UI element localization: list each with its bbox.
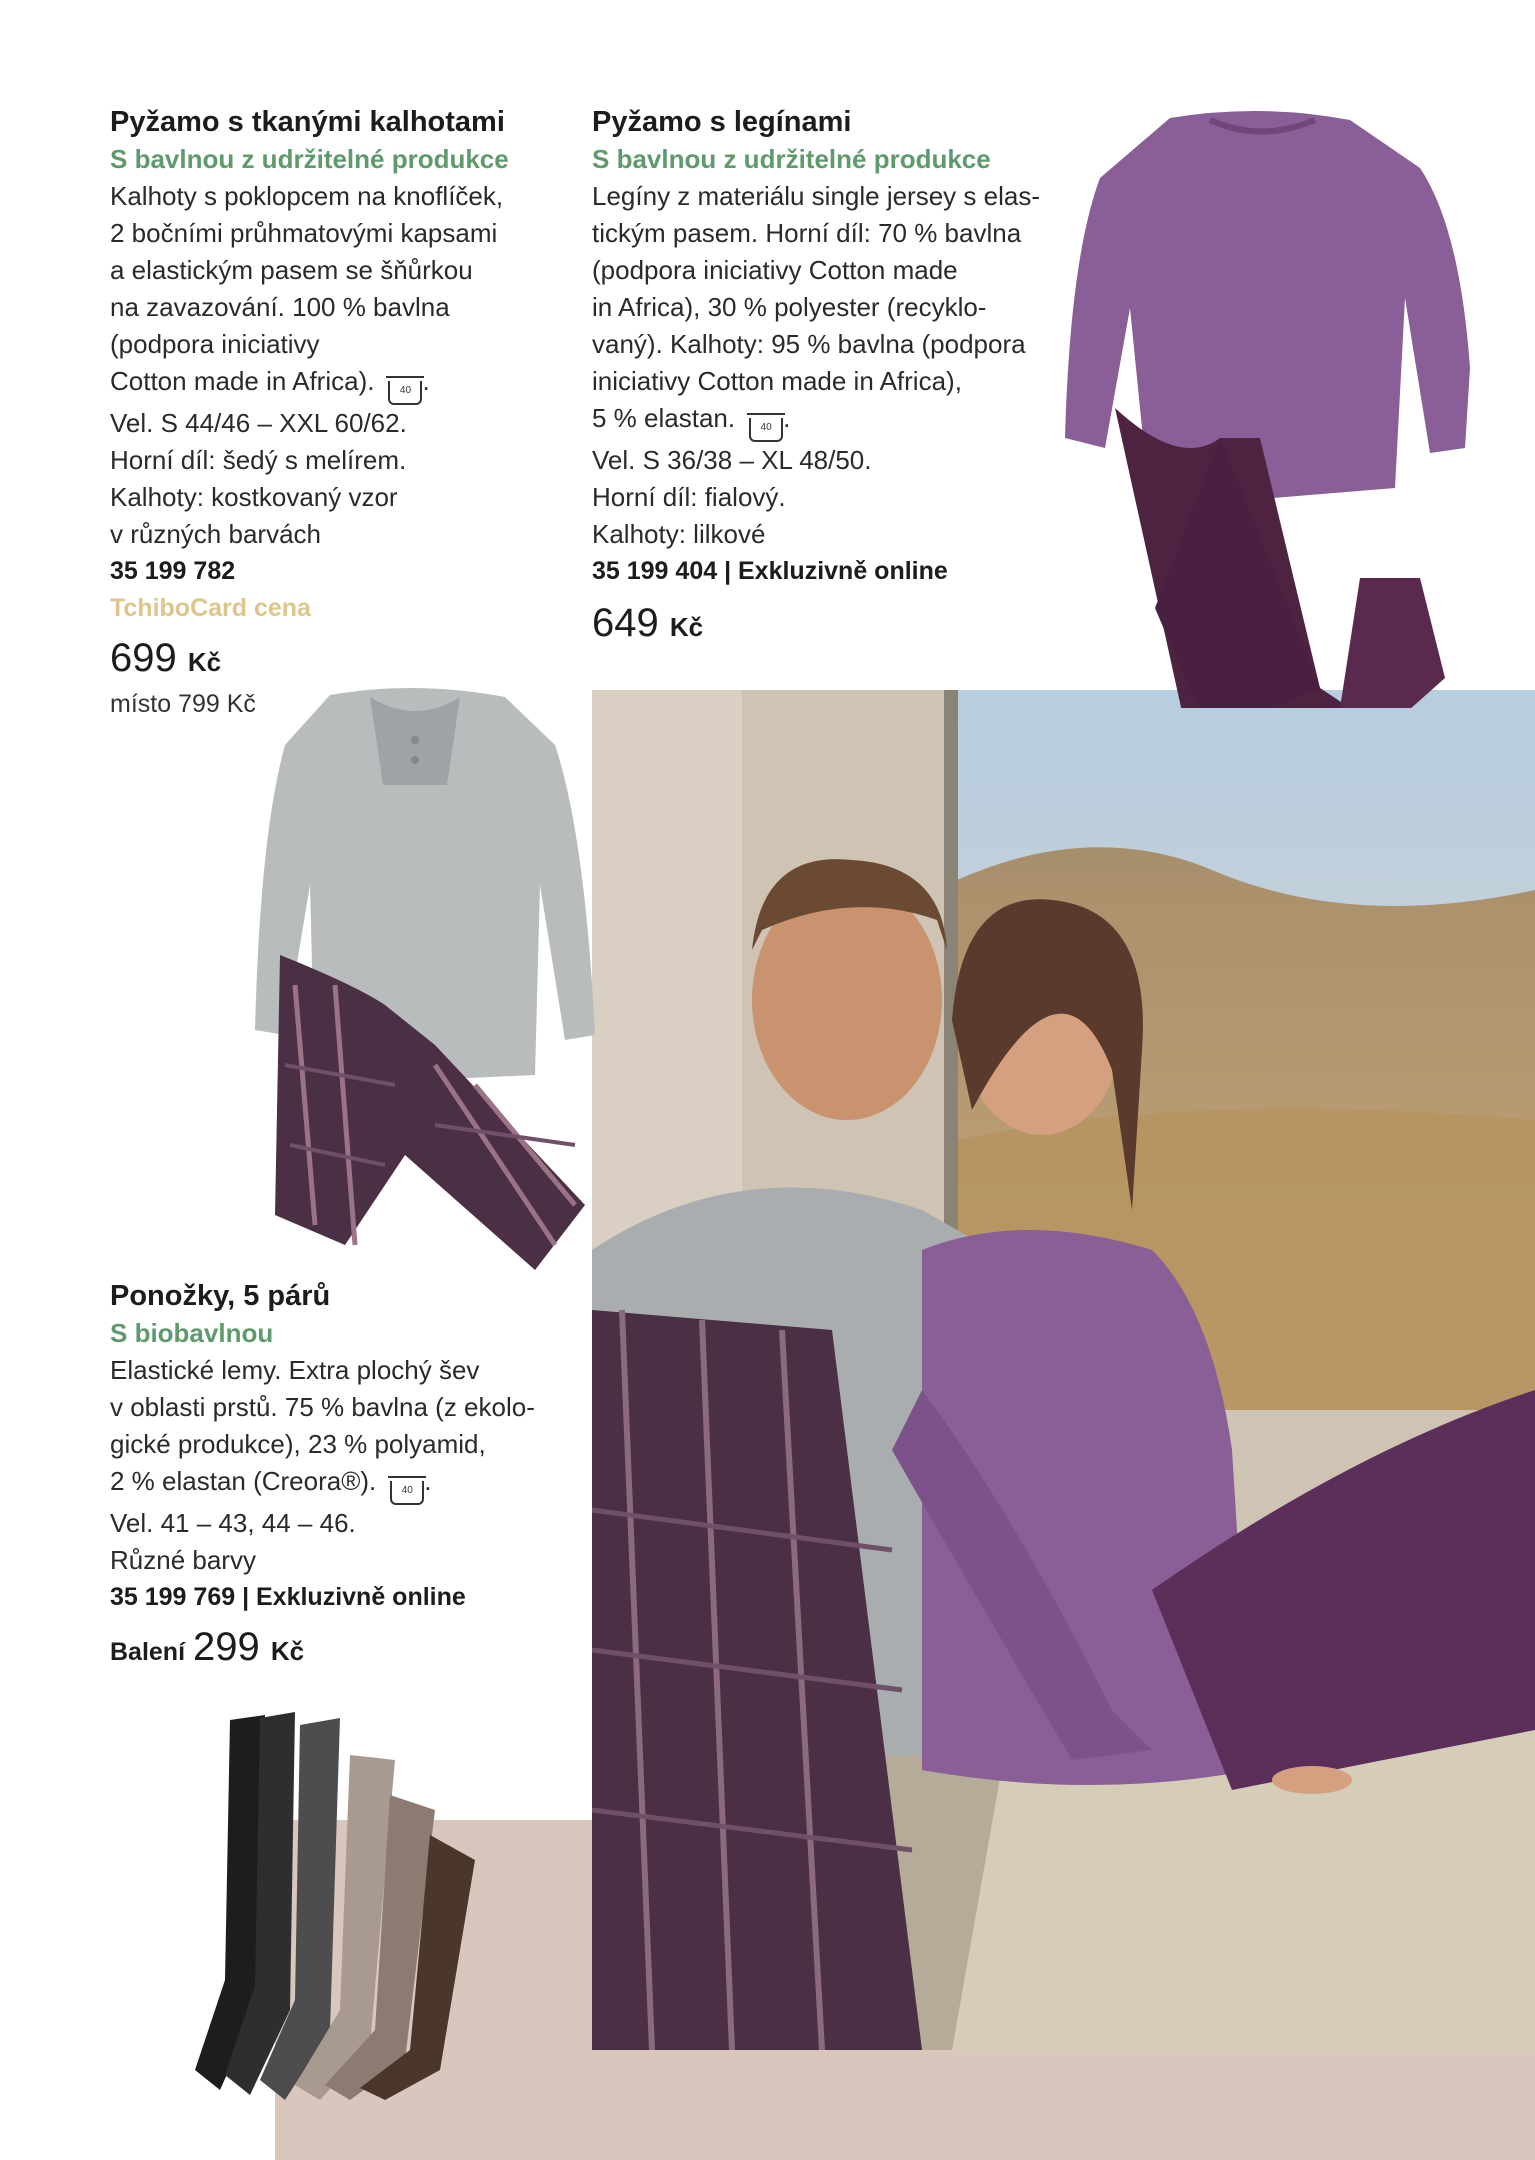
product-pyjama-leggings — [592, 104, 1082, 652]
socks-image — [190, 1700, 510, 2100]
description-line: vaný). Kalhoty: 95 % bavlna (podpora — [592, 329, 1026, 359]
description-line-wash: Cotton made in Africa). 40 . — [110, 363, 580, 405]
description-line: tickým pasem. Horní díl: 70 % bavlna — [592, 218, 1022, 248]
product-title: Pyžamo s legínami — [592, 106, 852, 138]
description-line: Horní díl: šedý s melírem. — [110, 445, 407, 475]
wash-40-icon: 40 — [390, 1481, 424, 1505]
description-line: Vel. 41 – 43, 44 – 46. — [110, 1508, 356, 1538]
description-line: v oblasti prstů. 75 % bavlna (z ekolo- — [110, 1392, 535, 1422]
currency: Kč — [187, 647, 222, 677]
description-line: Vel. S 44/46 – XXL 60/62. — [110, 408, 407, 438]
description-line: iniciativy Cotton made in Africa), — [592, 366, 962, 396]
price — [592, 598, 1082, 652]
grey-pyjama-image — [235, 685, 620, 1275]
product-code: 35 199 782 — [110, 557, 236, 585]
description-line: gické produkce), 23 % polyamid, — [110, 1429, 486, 1459]
description-line: Elastické lemy. Extra plochý šev — [110, 1355, 480, 1385]
product-code: 35 199 769 | Exkluzivně online — [110, 1583, 466, 1611]
description-line: a elastickým pasem se šňůrkou — [110, 255, 473, 285]
wash-40-icon: 40 — [388, 381, 422, 405]
price-value: 699 — [110, 636, 177, 680]
description-line: v různých barvách — [110, 519, 321, 549]
price-value: 299 — [193, 1625, 260, 1669]
purple-pyjama-image — [1060, 108, 1480, 708]
description-line: Legíny z materiálu single jersey s elas- — [592, 181, 1040, 211]
product-subtitle: S bavlnou z udržitelné produkce — [592, 144, 991, 174]
old-price: místo 799 Kč — [110, 690, 256, 718]
description-text: Cotton made in Africa). — [110, 366, 375, 396]
description-line: (podpora iniciativy Cotton made — [592, 255, 958, 285]
description-text: 5 % elastan. — [592, 403, 736, 433]
description-line: in Africa), 30 % polyester (recyklo- — [592, 292, 987, 322]
product-title: Pyžamo s tkanými kalhotami — [110, 106, 505, 138]
description-line: Kalhoty s poklopcem na knoflíček, — [110, 181, 504, 211]
wash-40-icon: 40 — [749, 418, 783, 442]
product-title: Ponožky, 5 párů — [110, 1280, 331, 1312]
description-line: 2 bočními průhmatovými kapsami — [110, 218, 498, 248]
currency: Kč — [270, 1636, 305, 1666]
price — [110, 1622, 580, 1677]
currency: Kč — [669, 612, 704, 642]
lifestyle-photo — [592, 690, 1535, 2050]
product-socks — [110, 1278, 580, 1677]
couple-photo-illustration — [592, 690, 1535, 2050]
description-line: Kalhoty: kostkovaný vzor — [110, 482, 398, 512]
description-line: Horní díl: fialový. — [592, 482, 786, 512]
description-line: Různé barvy — [110, 1545, 256, 1575]
price-value: 649 — [592, 601, 659, 645]
price — [110, 633, 580, 687]
product-subtitle: S biobavlnou — [110, 1318, 274, 1348]
description-line: (podpora iniciativy — [110, 329, 320, 359]
description-line: Kalhoty: lilkové — [592, 519, 766, 549]
description-line-wash: 5 % elastan. 40 . — [592, 400, 1082, 442]
product-code: 35 199 404 | Exkluzivně online — [592, 557, 948, 585]
description-line-wash: 2 % elastan (Creora®). 40 . — [110, 1463, 580, 1505]
description-text: 2 % elastan (Creora®). — [110, 1466, 377, 1496]
description-line: na zavazování. 100 % bavlna — [110, 292, 450, 322]
product-pyjama-woven — [110, 104, 580, 721]
pack-label: Balení — [110, 1638, 186, 1666]
tchibocard-label: TchiboCard cena — [110, 594, 311, 622]
description-line: Vel. S 36/38 – XL 48/50. — [592, 445, 872, 475]
product-subtitle: S bavlnou z udržitelné produkce — [110, 144, 509, 174]
